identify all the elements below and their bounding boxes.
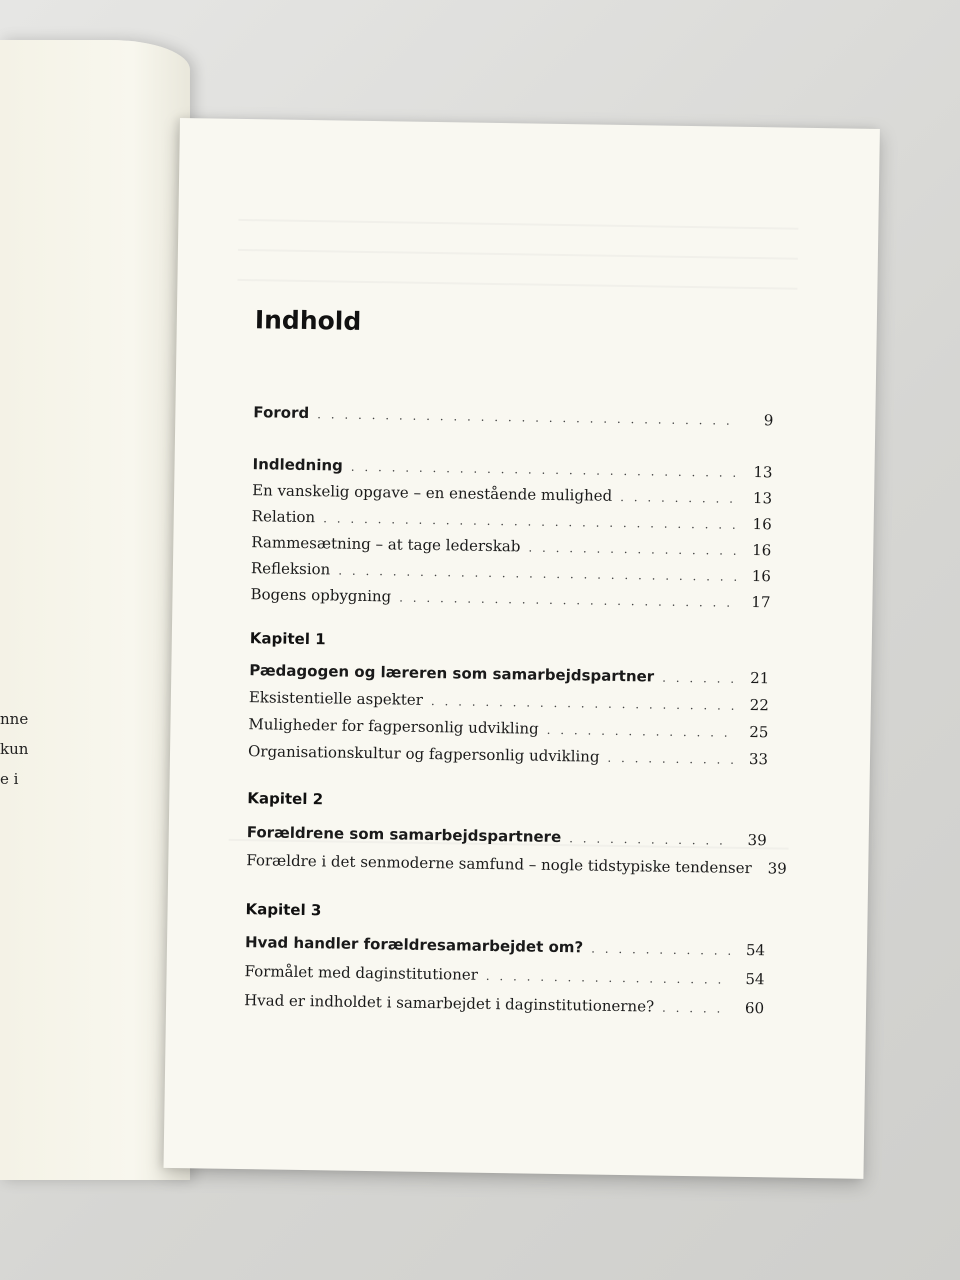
toc-entry (244, 985, 764, 1017)
toc-entry-label: Formålet med daginstitutioner (244, 962, 479, 984)
toc-page-number: 13 (752, 489, 773, 508)
toc-page-number: 25 (749, 723, 769, 742)
show-through-line (238, 249, 798, 260)
toc-entry-label: Forældre i det senmoderne samfund – nogle tidstypiske tendenser (246, 851, 752, 878)
dot-leader (547, 722, 735, 741)
dot-leader (607, 750, 734, 768)
right-page (164, 118, 880, 1179)
toc-entry-label: Eksistentielle aspekter (248, 688, 424, 709)
toc-page-number: 22 (749, 696, 769, 715)
toc-page-number: 33 (748, 750, 769, 769)
dot-leader (431, 693, 735, 714)
chapter-number: Kapitel 1 (249, 629, 326, 649)
left-page-fragment: kun (0, 740, 29, 758)
toc-entry-chapter-title (247, 817, 767, 849)
dot-leader (620, 489, 738, 507)
toc-entry (246, 845, 787, 878)
toc-entry-label: Rammesætning – at tage lederskab (251, 533, 521, 556)
toc-entry-label: Hvad er indholdet i samarbejdet i daginstitutionerne? (244, 991, 655, 1016)
toc-entry-label: Organisationskultur og fagpersonlig udvikling (247, 742, 600, 766)
toc-page-number: 54 (745, 940, 766, 960)
dot-leader (569, 830, 733, 849)
dot-leader (317, 406, 739, 429)
toc-page-number: 21 (750, 669, 770, 688)
toc-page-number: 17 (751, 593, 771, 612)
toc-entry-label: Relation (251, 507, 316, 527)
show-through-line (237, 279, 797, 290)
toc-entry-label: Bogens opbygning (250, 585, 392, 606)
left-page (0, 40, 190, 1180)
chapter-number: Kapitel 2 (247, 789, 324, 809)
left-page-fragment: nne (0, 710, 29, 728)
toc-page-number: 16 (752, 515, 772, 534)
toc-entry (244, 956, 764, 988)
chapter-number: Kapitel 3 (245, 900, 322, 920)
toc-entry-forord (253, 397, 773, 429)
dot-leader (486, 968, 731, 988)
dot-leader (528, 540, 737, 559)
toc-page-number: 39 (767, 859, 787, 878)
dot-leader (591, 941, 731, 959)
toc-entry (248, 736, 768, 768)
dot-leader (662, 670, 735, 687)
toc-entry-label: Forældrene som samarbejdspartnere (246, 823, 562, 847)
show-through-line (238, 219, 798, 230)
toc-entry-label: Indledning (252, 455, 343, 475)
table-of-contents (244, 305, 787, 1018)
toc-entry-label: Muligheder for fagpersonlig udvikling (248, 715, 539, 738)
toc-entry-label: Refleksion (250, 559, 331, 579)
toc-entry-label: En vanskelig opgave – en enestående mulighed (252, 481, 613, 505)
toc-page-number: 9 (763, 411, 774, 430)
toc-entry-label: Forord (253, 403, 310, 423)
toc-entry-chapter-title (245, 927, 765, 959)
toc-page-number: 39 (747, 831, 767, 850)
toc-entry-label: Hvad handler forældresamarbejdet om? (244, 933, 584, 957)
toc-page-number: 16 (751, 567, 772, 586)
left-page-fragment: e i (0, 770, 19, 788)
toc-page-number: 13 (753, 463, 773, 482)
dot-leader (662, 1000, 730, 1017)
toc-title: Indhold (254, 305, 362, 336)
toc-page-number: 60 (744, 998, 765, 1018)
toc-page-number: 16 (752, 541, 772, 560)
toc-entry-label: Pædagogen og læreren som samarbejdspartner (249, 661, 655, 686)
dot-leader (399, 590, 737, 611)
toc-page-number: 54 (745, 969, 765, 989)
